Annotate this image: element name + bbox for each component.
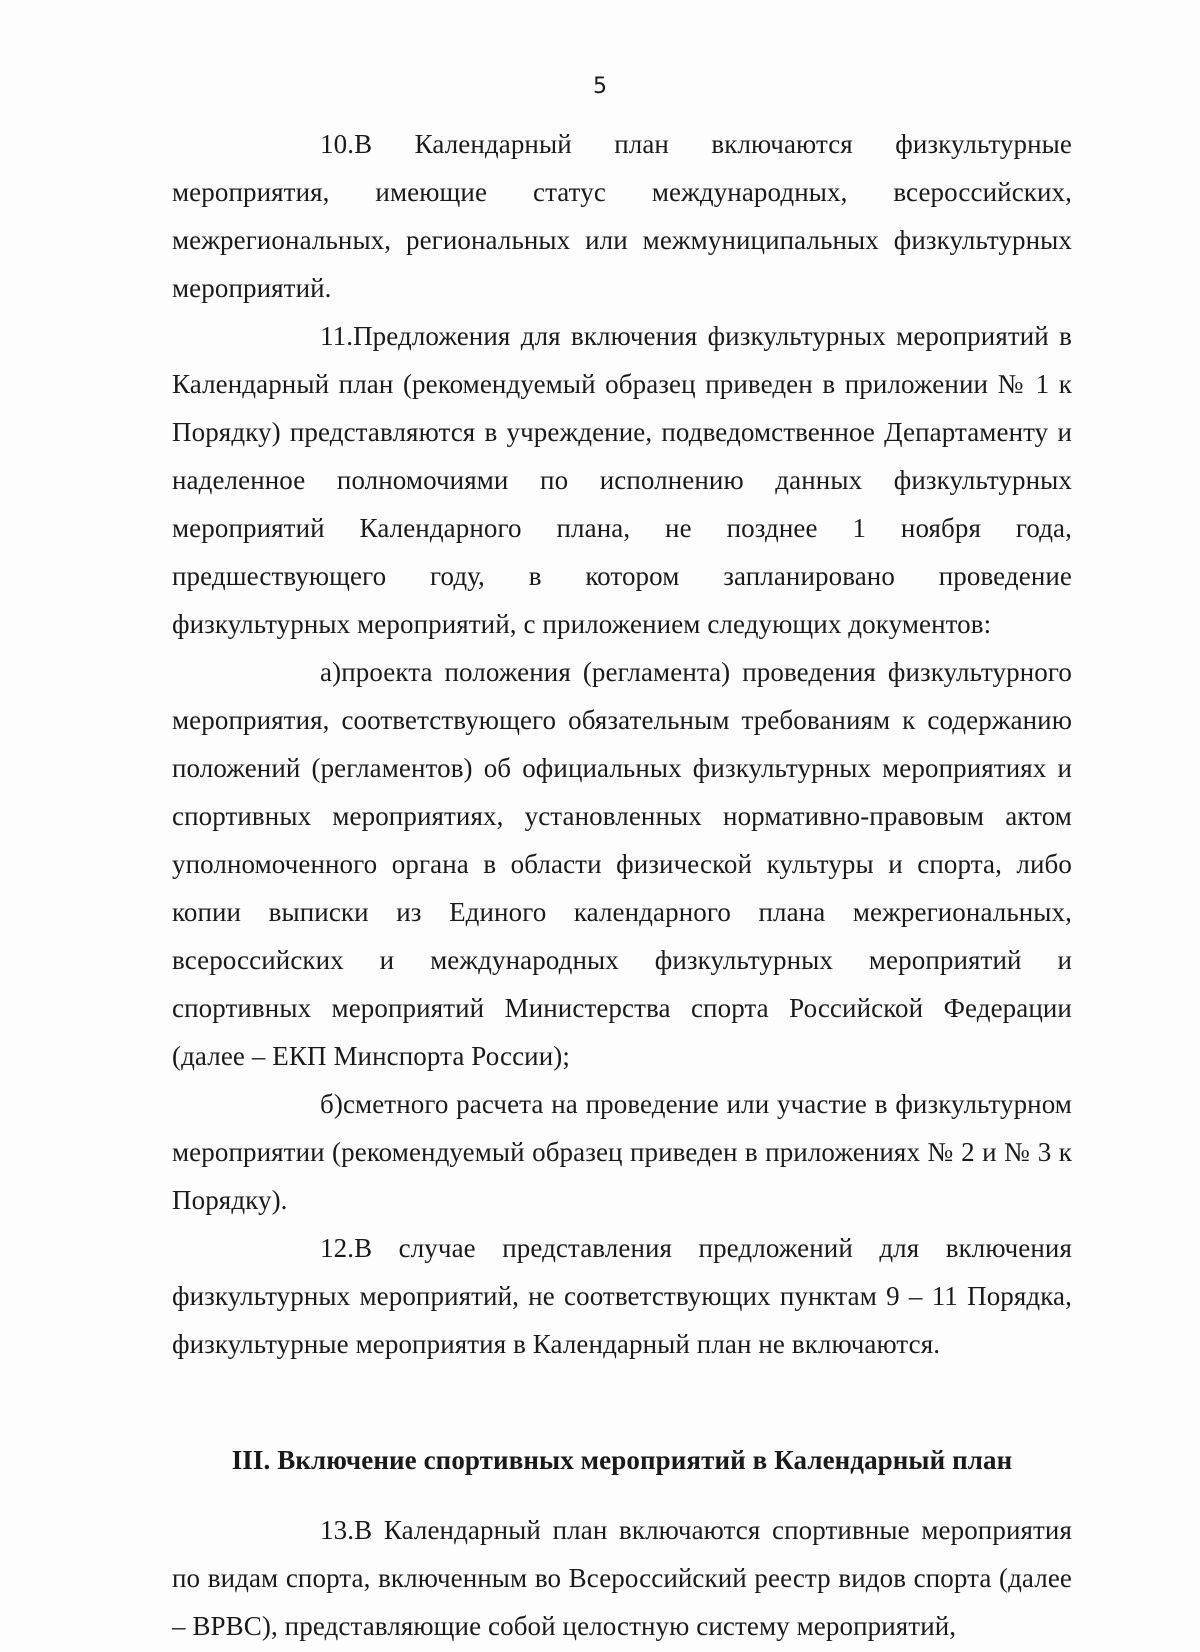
paragraph-12	[172, 1224, 1072, 1368]
paragraph-text: сметного расчета на проведение или участие в физкультурном мероприятии (рекомендуемый образец приведен в приложениях № 2 и № 3 к Порядку).	[172, 1089, 1072, 1215]
document-body	[172, 120, 1072, 1650]
paragraph-text: проекта положения (регламента) проведения физкультурного мероприятия, соответствующего обязательным требованиям к содержанию положений (регламентов) об официальных физкультурных мероприятиях и спортивных мероприятиях, установленных нормативно-правовым актом уполномоченного органа в области физической культуры и спорта, либо копии выписки из Единого календарного плана межрегиональных, всероссийских и международных физкультурных мероприятий и спортивных мероприятий Министерства спорта Российской Федерации (далее – ЕКП Минспорта России);	[172, 657, 1072, 1071]
subparagraph-a	[172, 648, 1072, 1080]
paragraph-number: 11.	[320, 321, 354, 351]
page-number: 5	[593, 74, 607, 99]
subparagraph-b	[172, 1080, 1072, 1224]
subparagraph-letter: б)	[320, 1089, 343, 1119]
section-heading: III. Включение спортивных мероприятий в Календарный план	[231, 1445, 1013, 1475]
paragraph-10	[172, 120, 1072, 312]
paragraph-text: В Календарный план включаются физкультурные мероприятия, имеющие статус международных, всероссийских, межрегиональных, региональных или межмуниципальных физкультурных мероприятий.	[172, 129, 1072, 303]
paragraph-text: В случае представления предложений для включения физкультурных мероприятий, не соответствующих пунктам 9 – 11 Порядка, физкультурные мероприятия в Календарный план не включаются.	[172, 1233, 1072, 1359]
subparagraph-letter: а)	[320, 657, 342, 687]
paragraph-number: 12.	[320, 1233, 355, 1263]
paragraph-text: В Календарный план включаются спортивные мероприятия по видам спорта, включенным во Всероссийский реестр видов спорта (далее – ВРВС), представляющие собой целостную систему мероприятий,	[172, 1515, 1072, 1641]
paragraph-text: Предложения для включения физкультурных мероприятий в Календарный план (рекомендуемый образец приведен в приложении № 1 к Порядку) представляются в учреждение, подведомственное Департаменту и наделенное полномочиями по исполнению данных физкультурных мероприятий Календарного плана, не позднее 1 ноября года, предшествующего году, в котором запланировано проведение физкультурных мероприятий, с приложением следующих документов:	[172, 321, 1072, 639]
paragraph-11	[172, 312, 1072, 648]
paragraph-number: 13.	[320, 1515, 355, 1545]
paragraph-number: 10.	[320, 129, 355, 159]
paragraph-13	[172, 1506, 1072, 1650]
